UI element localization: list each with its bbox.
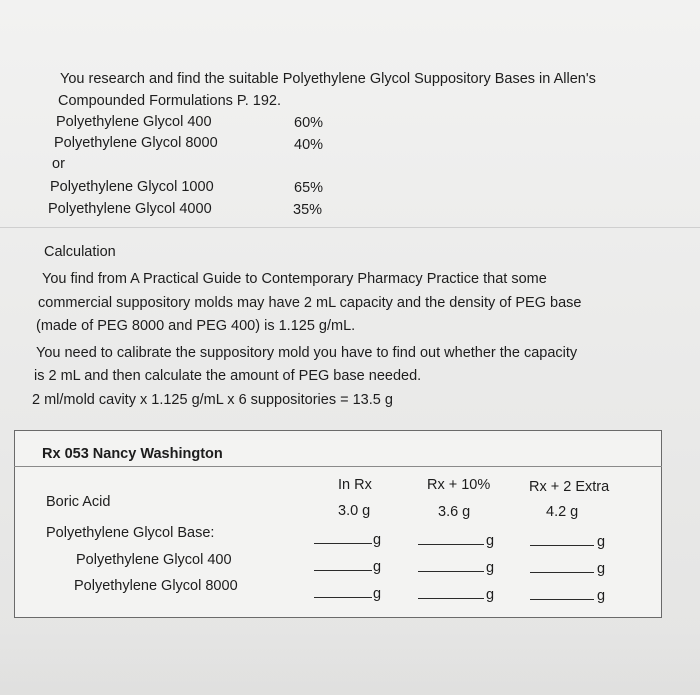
blank-field (418, 544, 484, 545)
rx-title: Rx 053 Nancy Washington (42, 446, 223, 462)
base1-item-name: Polyethylene Glycol 400 (56, 114, 212, 130)
rx-cell-unit: g (373, 559, 382, 575)
blank-field (530, 572, 594, 573)
blank-field (530, 545, 594, 546)
blank-field (314, 570, 372, 571)
rx-cell-unit: g (597, 561, 606, 577)
base2-item-pct: 35% (293, 202, 323, 218)
rx-cell-value: 3.6 g (438, 504, 471, 520)
rx-header-divider (14, 466, 662, 467)
page-bottom-shade (0, 625, 700, 695)
rx-column-header: Rx + 2 Extra (529, 479, 610, 495)
section-divider (0, 227, 700, 228)
rx-row-label: Polyethylene Glycol 8000 (74, 578, 238, 594)
calculation-line: (made of PEG 8000 and PEG 400) is 1.125 g/mL. (36, 318, 356, 334)
base2-item-name: Polyethylene Glycol 4000 (48, 201, 212, 217)
or-label: or (52, 156, 65, 172)
calculation-heading: Calculation (44, 244, 116, 260)
rx-cell-value: 4.2 g (546, 504, 579, 520)
base1-item-name: Polyethylene Glycol 8000 (54, 135, 218, 151)
rx-cell-unit: g (597, 534, 606, 550)
calculation-line: You find from A Practical Guide to Contemporary Pharmacy Practice that some (42, 271, 547, 287)
rx-row-label: Boric Acid (46, 494, 111, 510)
blank-field (530, 599, 594, 600)
blank-field (418, 598, 484, 599)
base1-item-pct: 60% (294, 115, 324, 131)
blank-field (418, 571, 484, 572)
calculation-line: is 2 mL and then calculate the amount of PEG base needed. (34, 368, 422, 384)
rx-cell-unit: g (373, 532, 382, 548)
rx-column-header: Rx + 10% (427, 477, 491, 493)
rx-cell-unit: g (486, 587, 495, 603)
rx-cell-unit: g (373, 586, 382, 602)
rx-cell-unit: g (486, 560, 495, 576)
rx-row-label: Polyethylene Glycol Base: (46, 525, 215, 541)
blank-field (314, 543, 372, 544)
base2-item-name: Polyethylene Glycol 1000 (50, 179, 214, 195)
rx-cell-unit: g (486, 533, 495, 549)
base1-item-pct: 40% (294, 137, 324, 153)
calculation-line: commercial suppository molds may have 2 mL capacity and the density of PEG base (38, 295, 582, 311)
intro-line-2: Compounded Formulations P. 192. (58, 93, 282, 109)
rx-cell-value: 3.0 g (338, 503, 371, 519)
rx-cell-unit: g (597, 588, 606, 604)
base2-item-pct: 65% (294, 180, 324, 196)
rx-column-header: In Rx (338, 477, 372, 493)
blank-field (314, 597, 372, 598)
calculation-line: You need to calibrate the suppository mold you have to find out whether the capacity (36, 345, 578, 361)
intro-line-1: You research and find the suitable Polyethylene Glycol Suppository Bases in Allen's (60, 71, 596, 87)
rx-row-label: Polyethylene Glycol 400 (76, 552, 232, 568)
calculation-result: 2 ml/mold cavity x 1.125 g/mL x 6 suppositories = 13.5 g (32, 392, 393, 408)
